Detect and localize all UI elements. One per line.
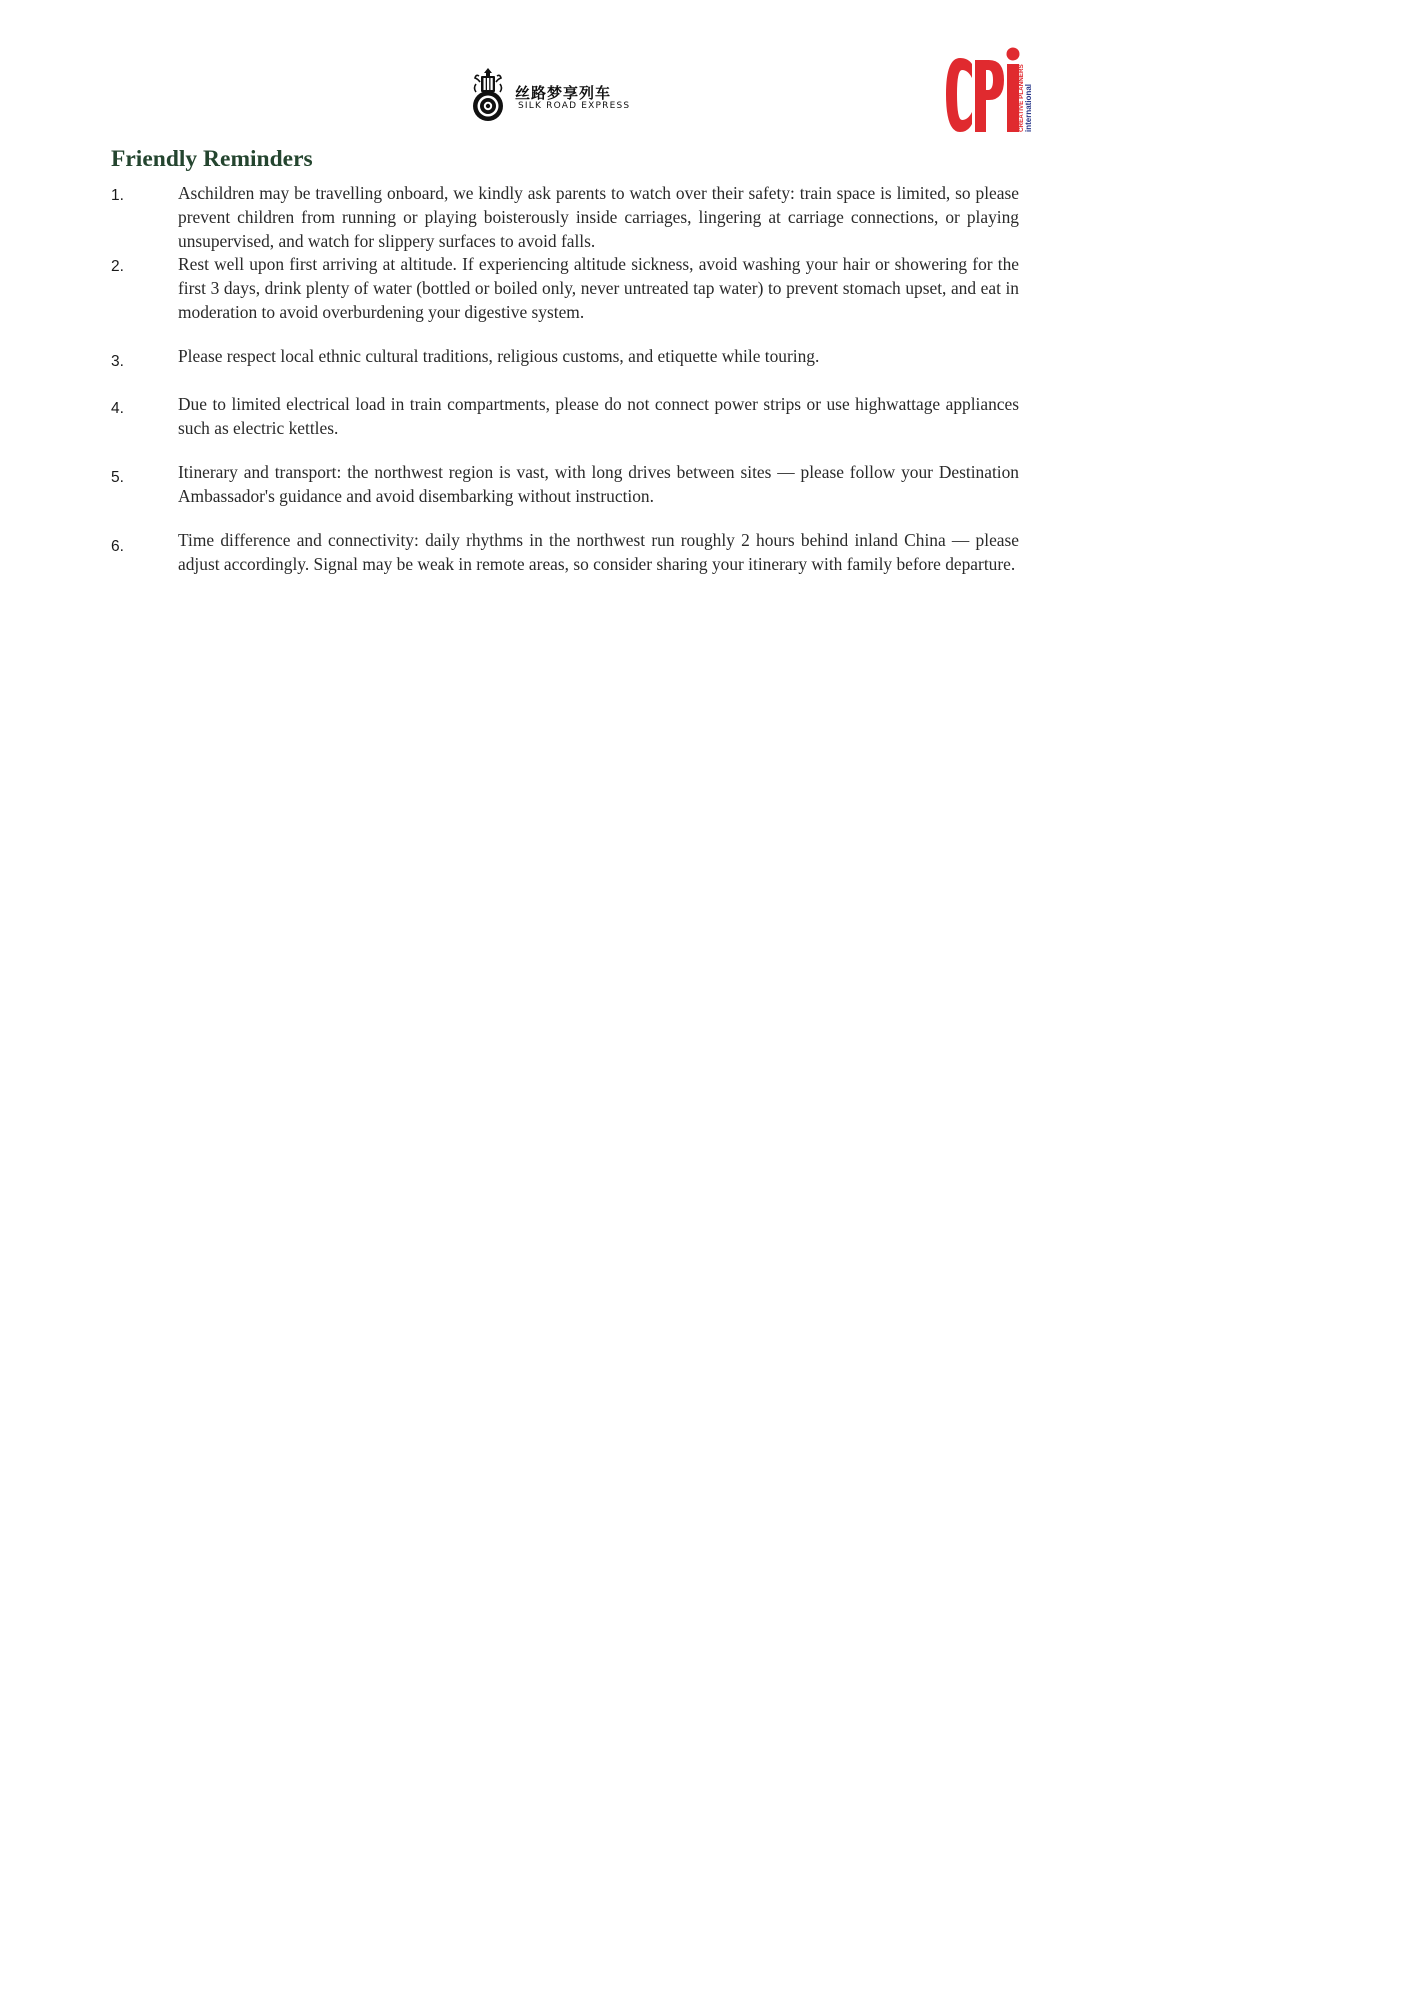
list-item-number: 5. [111,469,124,486]
logo-english-name: SILK ROAD EXPRESS [518,101,631,111]
logo-chinese-name: 丝路梦享列车 [515,84,612,102]
list-item-number: 2. [111,258,124,275]
list-item-number: 6. [111,538,124,555]
list-item-text: Itinerary and transport: the northwest region is vast, with long drives between sites — please follow your Destination Ambassador's guidance and avoid disembarking without instruction. [178,462,1019,506]
cpi-logo [942,46,1034,136]
silk-road-express-logo [470,66,640,124]
list-item-text: Rest well upon first arriving at altitude. If experiencing altitude sickness, avoid washing your hair or showering for the first 3 days, drink plenty of water (bottled or boiled only, never untreated tap water) to prevent stomach upset, and eat in moderation to avoid overburdening your digestive system. [178,254,1019,322]
cpi-tagline-1: CREATIVE PLANNERS [1018,64,1025,132]
list-item-text: Time difference and connectivity: daily rhythms in the northwest run roughly 2 hours behind inland China — please adjust accordingly. Signal may be weak in remote areas, so consider sharing your itinerary with family before departure. [178,530,1019,574]
list-item-number: 1. [111,187,124,204]
cpi-letter-p [975,60,1004,132]
cpi-letter-c [946,58,972,132]
silk-road-express-emblem-icon [470,66,506,124]
list-item-number: 3. [111,353,124,370]
list-item-text: Aschildren may be travelling onboard, we kindly ask parents to watch over their safety: train space is limited, so please prevent children from running or playing boisterously inside carriages, lingering at carriage connections, or playing unsupervised, and watch for slippery surfaces to avoid falls. [178,183,1019,251]
list-item-text: Please respect local ethnic cultural traditions, religious customs, and etiquette while touring. [178,346,820,366]
page-title: Friendly Reminders [111,146,313,172]
cpi-tagline-2: international [1024,83,1033,132]
list-item-text: Due to limited electrical load in train compartments, please do not connect power strips or use highwattage appliances such as electric kettles. [178,394,1019,438]
list-item-number: 4. [111,400,124,417]
cpi-letter-i-dot [1007,48,1020,61]
